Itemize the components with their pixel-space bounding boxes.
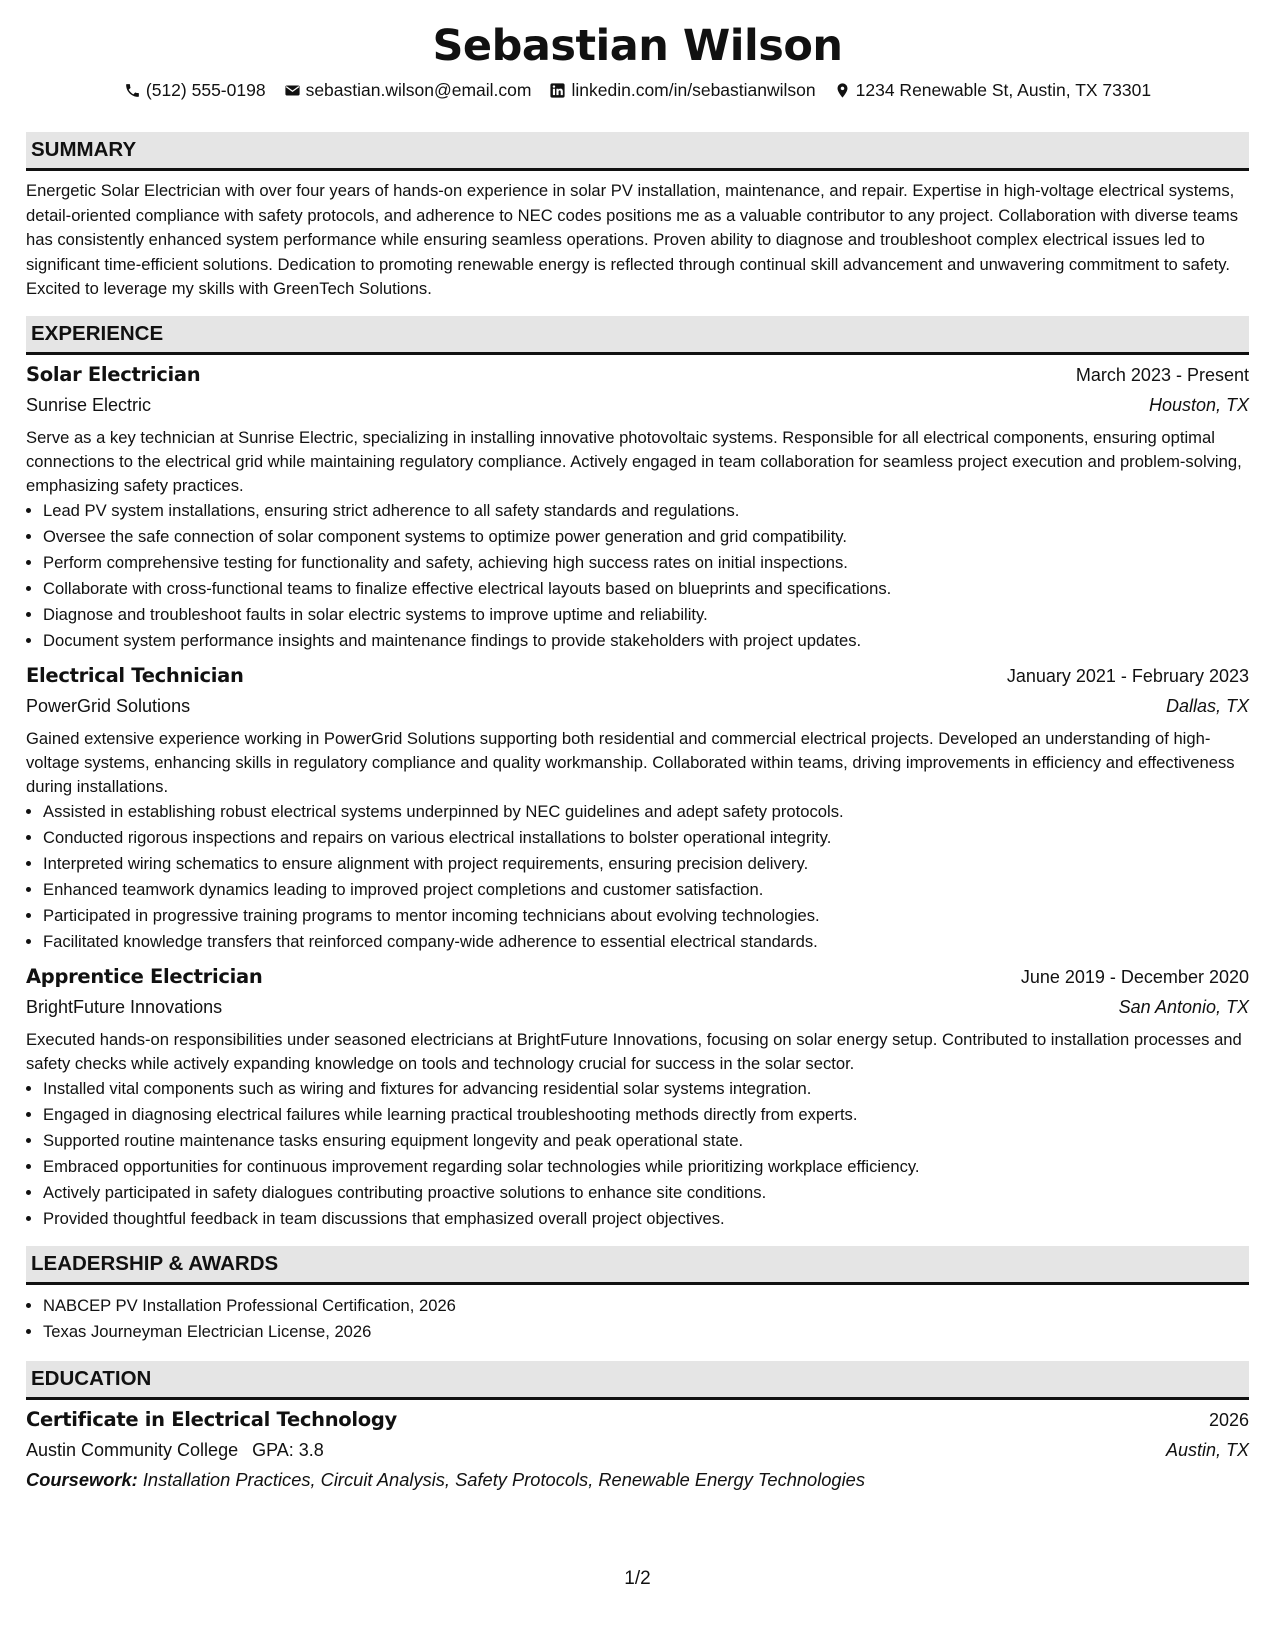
job-dates: March 2023 - Present <box>1075 364 1249 385</box>
list-item: • Perform comprehensive testing for functionality and safety, achieving high success rates on initial inspections. <box>43 550 1249 576</box>
list-item: • Supported routine maintenance tasks ensuring equipment longevity and peak operational state. <box>43 1128 1249 1154</box>
list-item: • Facilitated knowledge transfers that reinforced company-wide adherence to essential electrical standards. <box>43 929 1249 955</box>
list-item: • Enhanced teamwork dynamics leading to improved project completions and customer satisfaction. <box>43 877 1249 903</box>
degree-year: 2026 <box>1208 1409 1249 1430</box>
job-location: San Antonio, TX <box>1118 996 1249 1017</box>
list-item: • Actively participated in safety dialogues contributing proactive solutions to enhance site conditions. <box>43 1180 1249 1206</box>
page-number: 1/2 <box>624 1568 651 1589</box>
list-item: • Oversee the safe connection of solar component systems to optimize power generation and grid compatibility. <box>43 524 1249 550</box>
gpa: GPA: 3.8 <box>252 1439 324 1460</box>
job-company: Sunrise Electric <box>26 394 152 415</box>
job-entry <box>26 661 1249 955</box>
job-description: Serve as a key technician at Sunrise Electric, specializing in installing innovative photovoltaic systems. Responsible for all electrical components, ensuring optimal connections to the electrical grid while maintaining regulatory compliance. Actively engaged in team collaboration for seamless project execution and problem-solving, emphasizing safety practices. <box>26 427 1242 495</box>
address-text: 1234 Renewable St, Austin, TX 73301 <box>855 80 1152 100</box>
leadership-heading: LEADERSHIP & AWARDS <box>26 1246 1249 1285</box>
contact-phone[interactable] <box>124 78 266 102</box>
list-item: • Lead PV system installations, ensuring strict adherence to all safety standards and regulations. <box>43 498 1249 524</box>
list-item: • Interpreted wiring schematics to ensure alignment with project requirements, ensuring precision delivery. <box>43 851 1249 877</box>
school-location: Austin, TX <box>1165 1439 1249 1460</box>
job-entry <box>26 360 1249 654</box>
experience-heading: EXPERIENCE <box>26 316 1249 355</box>
summary-heading: SUMMARY <box>26 132 1249 171</box>
coursework <box>26 1465 1249 1495</box>
school-name: Austin Community College <box>26 1439 239 1460</box>
list-item: • Document system performance insights and maintenance findings to provide stakeholders with project updates. <box>43 628 1249 654</box>
list-item: • NABCEP PV Installation Professional Certification, 2026 <box>43 1293 1249 1319</box>
education-section <box>26 1361 1249 1495</box>
list-item: • Conducted rigorous inspections and repairs on various electrical installations to bolster operational integrity. <box>43 825 1249 851</box>
job-company: PowerGrid Solutions <box>26 695 191 716</box>
list-item: • Diagnose and troubleshoot faults in solar electric systems to improve uptime and reliability. <box>43 602 1249 628</box>
list-item: • Provided thoughtful feedback in team discussions that emphasized overall project objectives. <box>43 1206 1249 1232</box>
phone-icon <box>124 82 141 99</box>
phone-text: (512) 555-0198 <box>145 80 266 100</box>
list-item: • Participated in progressive training programs to mentor incoming technicians about evolving technologies. <box>43 903 1249 929</box>
job-title: Electrical Technician <box>26 663 244 687</box>
job-dates: January 2021 - February 2023 <box>1006 665 1249 686</box>
job-bullets <box>26 1076 1249 1232</box>
job-bullets <box>26 498 1249 654</box>
job-dates: June 2019 - December 2020 <box>1020 966 1249 987</box>
summary-section <box>26 132 1249 302</box>
leadership-section <box>26 1246 1249 1345</box>
list-item: • Assisted in establishing robust electrical systems underpinned by NEC guidelines and adept safety protocols. <box>43 799 1249 825</box>
list-item: • Installed vital components such as wiring and fixtures for advancing residential solar systems integration. <box>43 1076 1249 1102</box>
job-description: Executed hands-on responsibilities under seasoned electricians at BrightFuture Innovations, focusing on solar energy setup. Contributed to installation processes and safety checks while actively expanding knowledge on tools and technology crucial for success in the solar sector. <box>26 1029 1242 1073</box>
candidate-name: Sebastian Wilson <box>432 21 843 71</box>
envelope-icon <box>284 82 301 99</box>
coursework-label: Coursework: <box>26 1468 138 1490</box>
contact-bar <box>26 78 1249 102</box>
degree-title: Certificate in Electrical Technology <box>26 1407 397 1431</box>
award-list <box>26 1293 1249 1345</box>
linkedin-icon <box>549 82 566 99</box>
contact-address <box>834 78 1151 102</box>
list-item: • Embraced opportunities for continuous improvement regarding solar technologies while prioritizing workplace efficiency. <box>43 1154 1249 1180</box>
list-item: • Collaborate with cross-functional teams to finalize effective electrical layouts based on blueprints and specifications. <box>43 576 1249 602</box>
education-heading: EDUCATION <box>26 1361 1249 1400</box>
list-item: • Texas Journeyman Electrician License, 2026 <box>43 1319 1249 1345</box>
summary-text: Energetic Solar Electrician with over four years of hands-on experience in solar PV installation, maintenance, and repair. Expertise in high-voltage electrical systems, detail-oriented compliance with safety protocols, and adherence to NEC codes positions me as a valuable contributor to any project. Collaboration with diverse teams has consistently enhanced system performance while ensuring seamless operations. Proven ability to diagnose and troubleshoot complex electrical issues led to significant time-efficient solutions. Dedication to promoting renewable energy is reflected through continual skill advancement and unwavering commitment to safety. Excited to leverage my skills with GreenTech Solutions. <box>26 181 1238 298</box>
email-text: sebastian.wilson@email.com <box>305 80 532 100</box>
experience-section <box>26 316 1249 1232</box>
job-location: Dallas, TX <box>1165 695 1249 716</box>
linkedin-text: linkedin.com/in/sebastianwilson <box>571 80 816 100</box>
coursework-list: Installation Practices, Circuit Analysis, Safety Protocols, Renewable Energy Technologies <box>142 1468 865 1490</box>
job-bullets <box>26 799 1249 955</box>
job-description: Gained extensive experience working in PowerGrid Solutions supporting both residential and commercial electrical projects. Developed an understanding of high-voltage systems, enhancing skills in regulatory compliance and quality workmanship. Collaborated within teams, driving improvements in efficiency and effectiveness during installations. <box>26 728 1235 796</box>
job-title: Apprentice Electrician <box>26 964 263 988</box>
job-title: Solar Electrician <box>26 362 201 386</box>
contact-linkedin[interactable] <box>549 78 815 102</box>
job-company: BrightFuture Innovations <box>26 996 223 1017</box>
job-location: Houston, TX <box>1148 394 1249 415</box>
list-item: • Engaged in diagnosing electrical failures while learning practical troubleshooting methods directly from experts. <box>43 1102 1249 1128</box>
job-entry <box>26 962 1249 1232</box>
contact-email[interactable] <box>284 78 532 102</box>
map-pin-icon <box>834 82 851 99</box>
